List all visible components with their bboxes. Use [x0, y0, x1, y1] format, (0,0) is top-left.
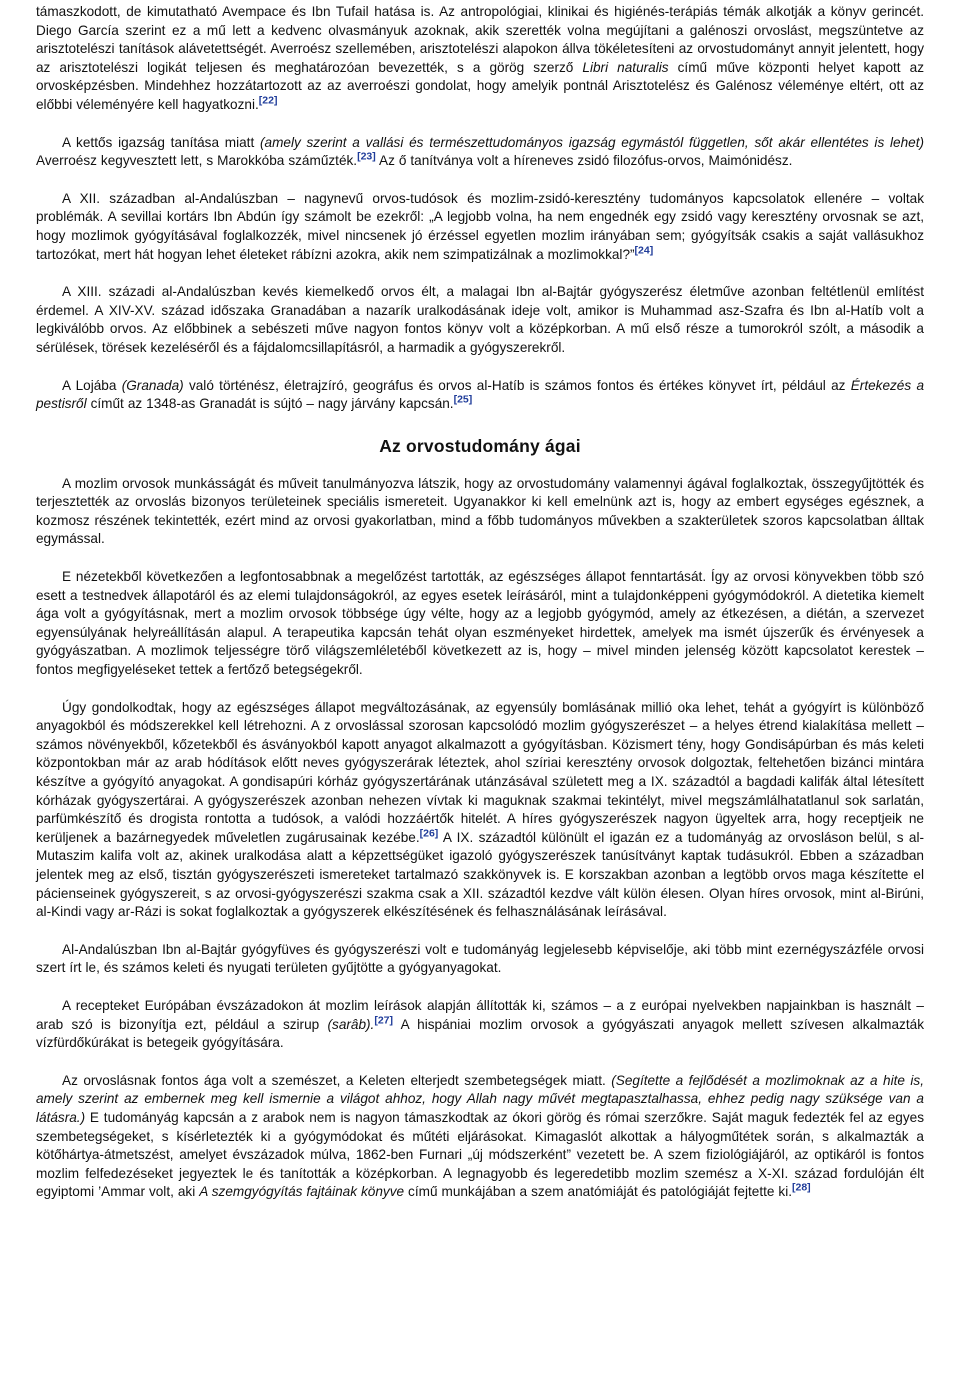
paragraph-ophthalmology	[36, 1072, 924, 1202]
paragraph-branches-intro: A mozlim orvosok munkásságát és műveit tanulmányozva látszik, hogy az orvostudomány valamennyi ágával foglalkoztak, összegyűjtötték és terjesztették az orvoslás bizonyos területeinek speciális ismereteit. Ugyanakkor ki kell emelnünk azt is, hogy az embert egységes egésznek, a kozmosz részének tekintették, ezért mind az orvosi gyakorlatban, mind a főbb tudományos művekben a szakterületek szoros kapcsolatban álltak egymással.	[36, 475, 924, 547]
paragraph-xii-century	[36, 190, 924, 264]
paragraph-prevention: E nézetekből következően a legfontosabbnak a megelőzést tartották, az egészséges állapot fenntartását. Így az orvosi könyvekben több szó esett a testnedvek állapotáról és az elemi tulajdonságokról, az egyes esetek leírásáról, mint a tulajdonképpeni gyógymódokról. A dietetika kiemelt ága volt a gyógyításnak, mert a mozlim orvosok többsége úgy vélte, hogy az a legjobb gyógymód, amely az étkezésen, a diétán, a szervezet egyensúlyának helyreállításán alapul. A terapeutika kapcsán tehát olyan eszményeket hirdettek, amelyek ma ismét újszerűk és érvényesek a gyógyászatban. A mozlimok teljességre törő világszemléletéből következett az is, hogy – mivel minden jelenség között kapcsolatot kerestek – fontos megfigyeléseket tettek a fertőző betegségekről.	[36, 569, 924, 678]
text-intro-1: támaszkodott, de kimutatható Avempace és Ibn Tufail hatása is. Az antropológiai, klinikai és higiénés-terápiás témák alkotják a könyv gerincét. Diego García szerint ez a mű lett a kedvenc olvasmányuk azoknak, akik szerették volna megújítani a galénoszi orvoslást, megszüntetve az arisztotelészi tanítások alávetettségét. Averroész szellemében, arisztotelészi alapokon állva tökéletesíteni az orvostudományt annyit jelentett, hogy az arisztotelészi logikát teljesen és meghatározóan bevezették, s a görög szerző	[36, 4, 924, 75]
paragraph-ibn-al-bajtar: Al-Andalúszban Ibn al-Bajtár gyógyfüves és gyógyszerészi volt e tudományág legjelesebb képviselője, aki több mint ezernégyszázféle orvosi szert írt le, és számos keleti és nyugati területen gyűjtötte a gyógyanyagokat.	[36, 941, 924, 976]
text-p11-b: E tudományág kapcsán a z arabok nem is nagyon támaszkodtak az ókori görög és római szerzőkre. Saját maguk fedezték fel az egyes szembetegségeket, s kísérletezték ki a gyógymódokat és műtéti eljárásokat. Kimagaslót alkottak a hályogműtétek során, s alkalmazták a kötőhártya-átmetszést, amelyet évszázadok múlva, 1862-ben Furnari „új módszerként” vezetett be. A szem fiziológiájáról, az optikáról is fontos mozlim felfedezéseket jegyeztek le és tanították a középkorban. A legnagyobb és legeredetibb mozlim szemész a X-XI. század fordulóján élt egyiptomi ’Ammar volt, aki	[36, 1109, 924, 1200]
text-p3: A XII. században al-Andalúszban – nagynevű orvos-tudósok és mozlim-zsidó-keresztény tudományos kapcsolatok ellenére – voltak problémák. A sevillai kortárs Ibn Abdún így számolt be ezekről: „A legjobb volna, ha nem engednék egy zsidó vagy keresztény orvosnak se azt, hogy mozlimok gyógyításával foglalkozzék, mivel nincsenek jó érzéssel egyetlen mozlim irányában sem; gyógyítsák csakis a saját vallásukhoz tartozókat, mert hát hogyan lehet életeket rábízni azokra, akik nem szimpatizálnak a mozlimokkal?”	[36, 190, 924, 262]
text-p5-granada: (Granada)	[121, 377, 184, 393]
footnote-link-26[interactable]: [26]	[419, 827, 439, 840]
footnote-link-28[interactable]: [28]	[792, 1181, 811, 1194]
paragraph-averroes-continued	[36, 3, 924, 115]
text-p2-italic: (amely szerint a vallási és természettudományos igazság egymástól független, sőt akár ellentétes is lehet)	[259, 134, 924, 150]
text-p10-a: A recepteket Európában évszázadokon át mozlim leírások alapján állították ki, számos – a z európai nyelvekben napjainkban is használt – arab szó is bizonyítja ezt, például a szirup	[36, 997, 924, 1032]
footnote-link-24[interactable]: [24]	[634, 244, 654, 256]
footnote-link-23[interactable]: [23]	[357, 150, 376, 163]
section-heading: Az orvostudomány ágai	[379, 435, 581, 456]
text-p2-a: A kettős igazság tanítása miatt	[62, 134, 260, 150]
text-p5-c: címűt az 1348-as Granadát is sújtó – nagy járvány kapcsán.	[86, 396, 454, 412]
paragraph-xiii-century: A XIII. századi al-Andalúszban kevés kiemelkedő orvos élt, a malagai Ibn al-Bajtár gyógyszerész életműve azonban feltétlenül említést érdemel. A XIV-XV. század időszaka Granadában a nazarík uralkodásának ideje volt, amikor is Muhammad asz-Szafra és Ibn al-Hatíb volt a legkiválóbb orvos. Az előbbinek a sebészeti műve nagyon fontos könyv volt a középkorban. A mű első része a tumorokról szólt, a második a sérülések, törések kezeléséről és a fájdalomcsillapításról, a harmadik a gyógyszerekről.	[36, 284, 924, 355]
book-title-pestis: Értekezés a pestisről	[36, 377, 925, 412]
text-p5-a: A Lojába	[62, 377, 122, 393]
footnote-link-25[interactable]: [25]	[453, 393, 473, 406]
book-title-libri-naturalis: Libri naturalis	[582, 59, 669, 75]
text-p8-b: A IX. századtól különült el igazán ez a tudományág az orvosláson belül, s al-Mutaszim kalifa volt az, akinek uralkodása alatt a képzettségüket igazoló gyógyszerészek tanúsítványt kaptak tudásukról. Ebben a században jelentek meg az első, tisztán gyógyszerészeti ismereteket tartalmazó szakkönyvek is. E korszakban azonban a legtöbb orvos maga készítette el pácienseinek gyógyszereit, s az orvosi-gyógyszerészi szakma csak a XII. századtól kezdve vált külön élesen. Olyan híres orvosok, mint al-Birúni, al-Kindi vagy ar-Rázi is sokat foglalkoztak a gyógyszerek elkészítésének és felhasználásának leírásával.	[36, 829, 924, 920]
text-p10-b: A hispániai mozlim orvosok a gyógyászati anyagok mellett szívesen alkalmazták vízfürdőkúrákat is betegeik gyógyítására.	[36, 1016, 924, 1051]
text-p10-sarab: (sarâb).	[327, 1016, 375, 1032]
footnote-link-22[interactable]: [22]	[258, 94, 278, 107]
text-p11-a: Az orvoslásnak fontos ága volt a szemészet, a Keleten elterjedt szembetegségek miatt.	[62, 1072, 612, 1088]
book-title-szemgyogyitas: A szemgyógyítás fajtáinak könyve	[199, 1184, 405, 1200]
paragraph-recipes	[36, 997, 924, 1053]
text-p11-italic-1: (Segítette a fejlődését a mozlimoknak az a hite is, amely szerint az embernek meg kell ismernie a világot ahhoz, hogy Allah nagy művét megtapasztalhassa, ehhez pedig nagy szüksége van a látásra.)	[36, 1072, 924, 1125]
text-p2-c: Az ő tanítványa volt a híreneves zsidó filozófus-orvos, Maimónidész.	[375, 153, 793, 169]
paragraph-double-truth	[36, 134, 924, 171]
text-p2-b: Averroész kegyvesztett lett, s Marokkóba száműzték.	[36, 153, 358, 169]
text-p8-a: Úgy gondolkodtak, hogy az egészséges állapot megváltozásának, az egyensúly bomlásának millió oka lehet, tehát a gyógyírt is különböző anyagokból és módszerekkel kell létrehozni. A z orvoslással szorosan kapcsolódó mozlim gyógyszerészet – a helyes étrend kialakítása mellett – számos növényekből, kőzetekből és ásványokból kapott anyagot alkalmazott a gyógyításban. Közismert tény, hogy Gondisápúrban és más keleti központokban már az arab hódítások előtt neves gyógyszerárak léteztek, ahol szíriai keresztény orvosok dolgoztak, feltehetően bizánci mintára készítve a gyógyító anyagokat. A gondisapúri kórház gyógyszertárának utánzásával született meg a IX. századtól a bagdadi kalifák által létesített kórházak gyógyszertárai. A gyógyszerészek azonban nehezen vívtak ki maguknak szakmai tekintélyt, mivel megszámlálhatatlanul sok sarlatán, parfümkészítő és drogista rontotta a tudósok, a valódi hozzáértők hitelét. A híres gyógyszerészek nagyon ügyeltek arra, hogy receptjeik ne kerüljenek a bazárnegyedek műveletlen zugárusainak kezébe.	[36, 699, 924, 845]
paragraph-al-hatib	[36, 377, 924, 414]
text-p5-b: való történész, életrajzíró, geográfus és orvos al-Hatíb is számos fontos és értékes könyvet írt, például az	[183, 377, 851, 393]
paragraph-pharmacy	[36, 699, 924, 922]
footnote-link-27[interactable]: [27]	[374, 1014, 394, 1026]
text-p11-c: című munkájában a szem anatómiáját és patológiáját fejtette ki.	[404, 1184, 792, 1200]
text-intro-2: című műve központi helyet kapott az orvosképzésben. Mindehhez hozzátartozott az az averroészi gondolat, hogy amelyik pontnál Arisztotelész és Galénosz véleménye eltért, ott az előbbi véleményére kell hagyatkozni.	[36, 59, 925, 112]
